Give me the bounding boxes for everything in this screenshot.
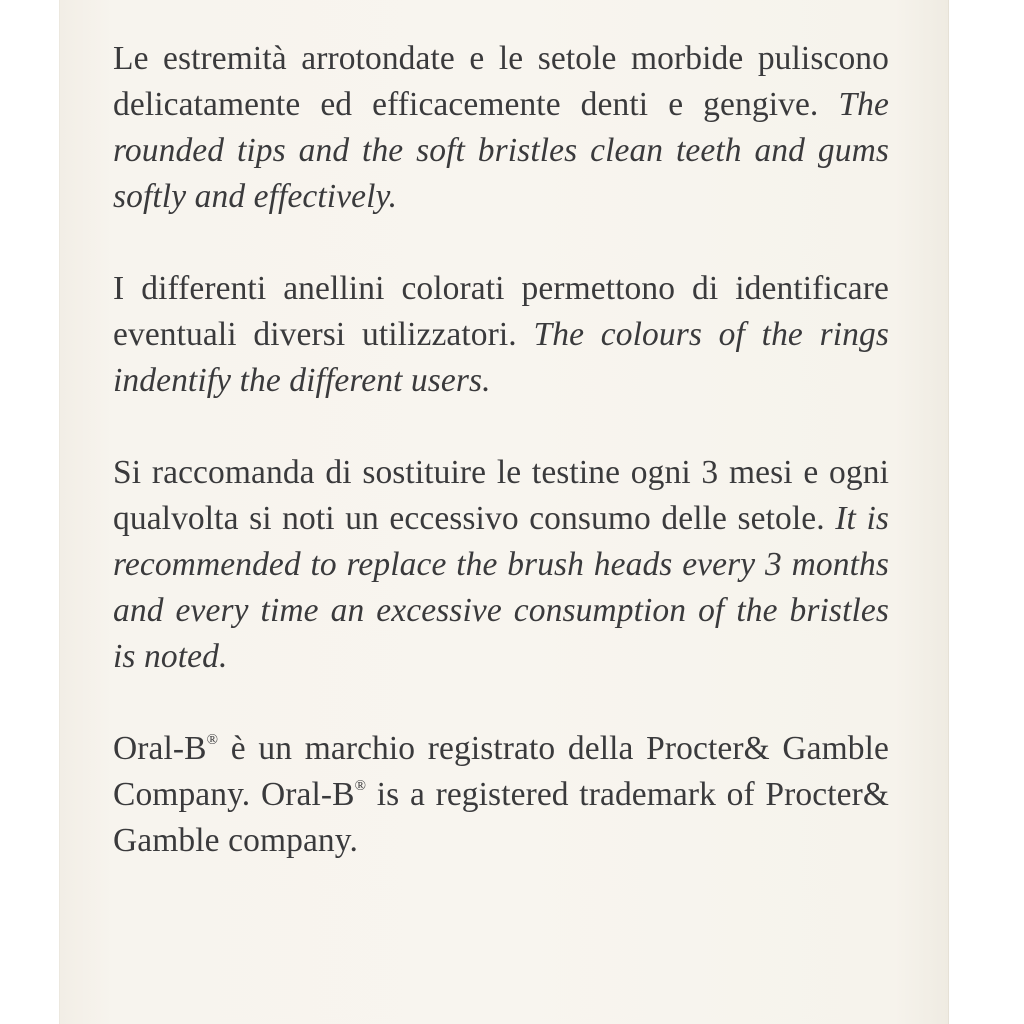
paragraph-bristles-italian: Le estremità arrotondate e le setole morbide puliscono delicatamente ed efficacemente denti e gengive.	[113, 40, 889, 123]
paragraph-rings-italian: I differenti anellini colorati permettono di identificare eventuali diversi utilizzatori.	[113, 270, 889, 353]
paragraph-bristles-english: The rounded tips and the soft bristles clean teeth and gums softly and effectively.	[113, 86, 889, 215]
card-text	[113, 36, 889, 864]
registered-mark: ®	[206, 732, 219, 748]
trademark-brand-2: Oral-B	[260, 776, 355, 813]
trademark-italian: è un marchio registrato della Procter& Gamble Company.	[113, 730, 890, 813]
trademark-brand: Oral-B	[113, 730, 207, 767]
paragraph-rings-english: The colours of the rings indentify the different users.	[113, 316, 889, 399]
trademark-english: is a registered trademark of Procter& Gamble company.	[113, 776, 890, 859]
paragraph-trademark	[113, 726, 889, 864]
paragraph-bristles	[113, 36, 889, 220]
paragraph-rings	[113, 266, 889, 404]
paragraph-replacement-english: It is recommended to replace the brush heads every 3 months and every time an excessive consumption of the bristles is noted.	[113, 500, 889, 675]
paragraph-replacement-italian: Si raccomanda di sostituire le testine ogni 3 mesi e ogni qualvolta si noti un eccessivo consumo delle setole.	[113, 454, 889, 537]
paragraph-replacement	[113, 450, 889, 680]
registered-mark-2: ®	[354, 778, 367, 794]
